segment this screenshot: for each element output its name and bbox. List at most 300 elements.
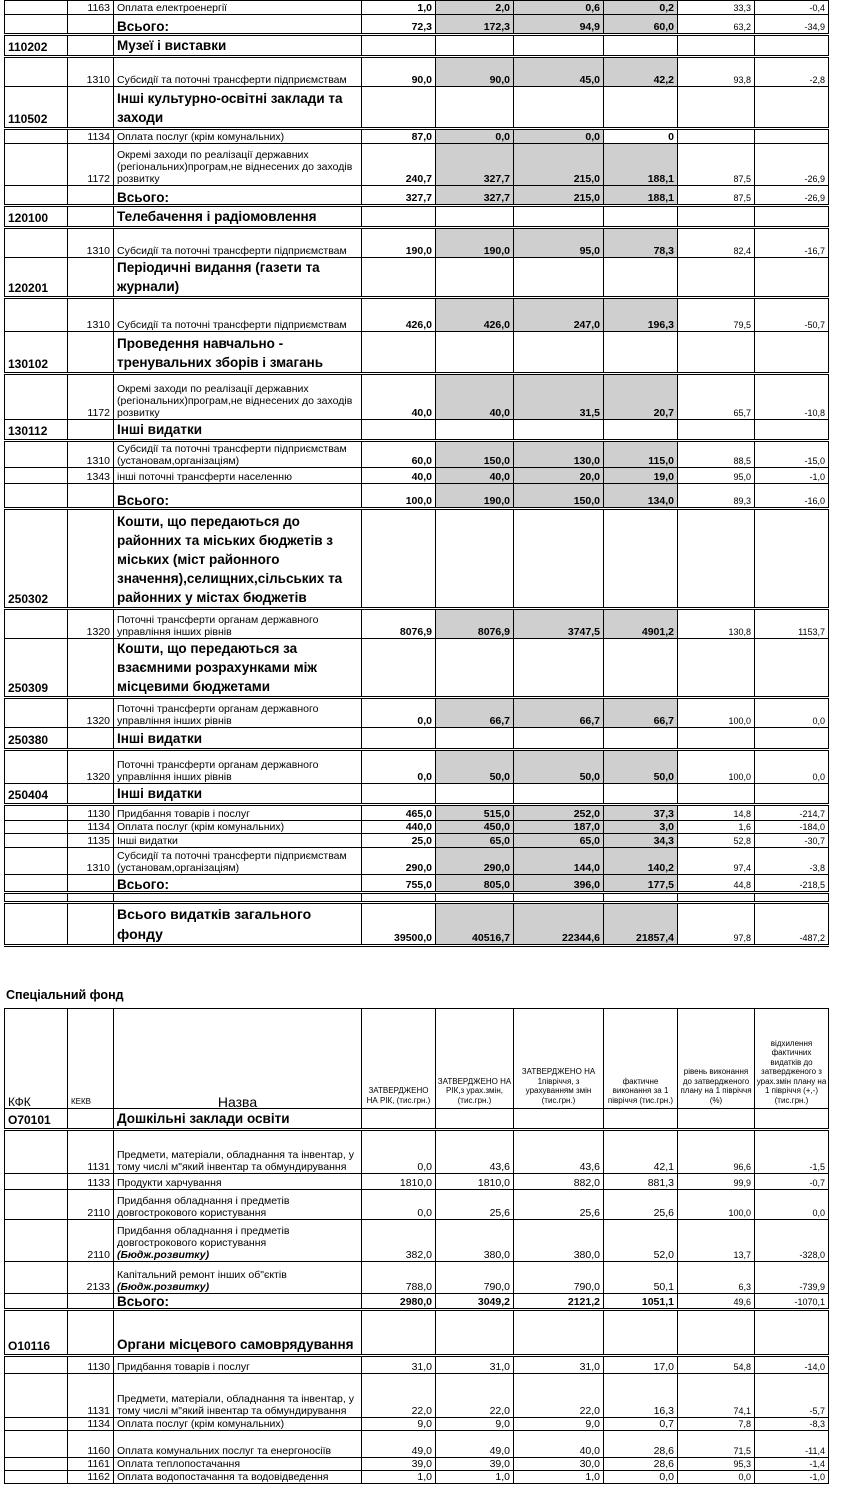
- value-cell-c5: 100,0: [678, 1190, 755, 1220]
- name-text: Окремі заходи по реалізації державних (регіональних)програм,не віднесених до заходів розвитку: [117, 383, 353, 419]
- value-cell-c5: 130,8: [678, 609, 755, 639]
- value-cell-c3: [514, 784, 604, 805]
- value-cell-c3: 215,0: [514, 186, 604, 206]
- kfk-cell: 250309: [5, 639, 68, 698]
- kfk-cell: 130112: [5, 420, 68, 441]
- value-cell-c1: 100,0: [362, 484, 436, 509]
- name-cell: [114, 258, 362, 298]
- value-cell-c1: [362, 206, 436, 228]
- table-row: [5, 1, 829, 15]
- value-cell-c5: 74,1: [678, 1374, 755, 1418]
- kfk-cell: [5, 1190, 68, 1220]
- kekv-cell: [68, 893, 114, 903]
- value-cell-c3: 95,0: [514, 228, 604, 258]
- value-cell-c3: 43,6: [514, 1130, 604, 1174]
- value-cell-c6: [755, 893, 829, 903]
- value-cell-c3: 396,0: [514, 875, 604, 893]
- name-text: Оплата комунальних послуг та енергоносіїв: [117, 1445, 332, 1457]
- table-row: [5, 129, 829, 144]
- value-cell-c3: 150,0: [514, 484, 604, 509]
- name-cell: [114, 784, 362, 805]
- name-cell: [114, 875, 362, 893]
- value-cell-c6: [755, 639, 829, 698]
- section-row: [5, 35, 829, 57]
- special-fund-title: Спеціальний фонд: [6, 988, 124, 1002]
- kekv-cell: 1135: [68, 834, 114, 848]
- kekv-cell: [68, 484, 114, 509]
- general-fund-table: [4, 0, 829, 947]
- kekv-cell: [68, 875, 114, 893]
- value-cell-c3: 25,6: [514, 1190, 604, 1220]
- value-cell-c5: 95,0: [678, 468, 755, 484]
- name-cell: [114, 1220, 362, 1262]
- value-cell-c1: 0,0: [362, 698, 436, 728]
- name-text: Всього:: [117, 493, 169, 508]
- name-text: Всього:: [117, 190, 169, 205]
- value-cell-c2: [436, 420, 514, 441]
- value-cell-c3: 31,0: [514, 1356, 604, 1374]
- total-row: [5, 15, 829, 35]
- value-cell-c5: 97,8: [678, 903, 755, 946]
- value-cell-c2: 327,7: [436, 144, 514, 186]
- name-text: Музеї і виставки: [117, 38, 227, 53]
- name-cell: [114, 848, 362, 875]
- header-approved-year: ЗАТВЕРДЖЕНО НА РІК, (тис.грн.): [362, 1009, 436, 1109]
- header-approved-year-changes: ЗАТВЕРДЖЕНО НА РІК,з урах.змін, (тис.грн.): [436, 1009, 514, 1109]
- name-cell: [114, 834, 362, 848]
- name-text: Телебачення і радіомовлення: [117, 209, 317, 224]
- name-cell: [114, 805, 362, 821]
- value-cell-c6: -26,9: [755, 144, 829, 186]
- value-cell-c3: 380,0: [514, 1220, 604, 1262]
- value-cell-c1: 90,0: [362, 57, 436, 87]
- name-cell: [114, 186, 362, 206]
- name-cell: [114, 1418, 362, 1431]
- kekv-cell: 1310: [68, 298, 114, 332]
- kfk-cell: 110202: [5, 35, 68, 57]
- value-cell-c2: 2,0: [436, 1, 514, 15]
- kekv-cell: 2133: [68, 1262, 114, 1294]
- value-cell-c1: 1,0: [362, 1471, 436, 1484]
- value-cell-c2: [436, 35, 514, 57]
- value-cell-c2: 66,7: [436, 698, 514, 728]
- value-cell-c2: [436, 1109, 514, 1130]
- value-cell-c3: 2121,2: [514, 1294, 604, 1310]
- value-cell-c3: [514, 893, 604, 903]
- value-cell-c6: [755, 87, 829, 129]
- name-text: Субсидії та поточні трансферти підприємствам: [117, 74, 347, 86]
- value-cell-c6: -1,4: [755, 1458, 829, 1471]
- value-cell-c3: 50,0: [514, 750, 604, 784]
- name-text: Інші видатки: [117, 422, 203, 437]
- section-row: [5, 332, 829, 374]
- value-cell-c6: -328,0: [755, 1220, 829, 1262]
- kekv-cell: [68, 87, 114, 129]
- kfk-cell: [5, 698, 68, 728]
- kekv-cell: [68, 35, 114, 57]
- value-cell-c1: 72,3: [362, 15, 436, 35]
- value-cell-c6: [755, 420, 829, 441]
- value-cell-c1: 60,0: [362, 441, 436, 468]
- table-row: [5, 1190, 829, 1220]
- name-text: Поточні трансферти органам державного управління інших рівнів: [117, 614, 319, 638]
- total-row: [5, 484, 829, 509]
- kfk-cell: [5, 129, 68, 144]
- kekv-cell: [68, 639, 114, 698]
- value-cell-c3: 9,0: [514, 1418, 604, 1431]
- value-cell-c3: [514, 206, 604, 228]
- name-cell: [114, 129, 362, 144]
- value-cell-c5: 88,5: [678, 441, 755, 468]
- value-cell-c6: -10,8: [755, 374, 829, 420]
- value-cell-c4: [604, 420, 678, 441]
- value-cell-c2: 450,0: [436, 821, 514, 834]
- value-cell-c5: [678, 784, 755, 805]
- value-cell-c3: 65,0: [514, 834, 604, 848]
- value-cell-c1: 9,0: [362, 1418, 436, 1431]
- value-cell-c3: 252,0: [514, 805, 604, 821]
- kfk-cell: [5, 441, 68, 468]
- value-cell-c5: 6,3: [678, 1262, 755, 1294]
- value-cell-c4: 140,2: [604, 848, 678, 875]
- value-cell-c3: 40,0: [514, 1431, 604, 1458]
- value-cell-c3: [514, 258, 604, 298]
- name-text: Інші культурно-освітні заклади та заходи: [117, 91, 343, 125]
- value-cell-c3: 130,0: [514, 441, 604, 468]
- table-row: [5, 1174, 829, 1190]
- value-cell-c5: 97,4: [678, 848, 755, 875]
- kfk-cell: 130102: [5, 332, 68, 374]
- value-cell-c2: 172,3: [436, 15, 514, 35]
- name-text: Оплата послуг (крім комунальних): [117, 1418, 285, 1430]
- value-cell-c4: 52,0: [604, 1220, 678, 1262]
- kfk-cell: [5, 1471, 68, 1484]
- value-cell-c5: 79,5: [678, 298, 755, 332]
- value-cell-c4: 37,3: [604, 805, 678, 821]
- value-cell-c5: [678, 206, 755, 228]
- kfk-cell: [5, 484, 68, 509]
- value-cell-c2: 90,0: [436, 57, 514, 87]
- table-row: [5, 1356, 829, 1374]
- name-cell: [114, 1174, 362, 1190]
- value-cell-c4: 115,0: [604, 441, 678, 468]
- value-cell-c2: 790,0: [436, 1262, 514, 1294]
- kfk-cell: [5, 848, 68, 875]
- kfk-cell: 120201: [5, 258, 68, 298]
- name-cell: [114, 144, 362, 186]
- value-cell-c3: [514, 1310, 604, 1356]
- name-cell: [114, 1310, 362, 1356]
- name-note: (Бюдж.розвитку): [117, 1249, 210, 1261]
- name-text: Інші видатки: [117, 786, 203, 801]
- value-cell-c3: [514, 509, 604, 609]
- kfk-cell: 250404: [5, 784, 68, 805]
- value-cell-c4: 0,2: [604, 1, 678, 15]
- value-cell-c5: [678, 509, 755, 609]
- value-cell-c5: 0,0: [678, 1471, 755, 1484]
- kfk-cell: [5, 893, 68, 903]
- name-text: Капітальний ремонт інших об"єктів: [117, 1269, 287, 1281]
- name-text: Поточні трансферти органам державного управління інших рівнів: [117, 759, 319, 783]
- kekv-cell: 1320: [68, 750, 114, 784]
- value-cell-c2: [436, 332, 514, 374]
- value-cell-c3: [514, 87, 604, 129]
- name-cell: [114, 903, 362, 946]
- value-cell-c1: 788,0: [362, 1262, 436, 1294]
- name-text: Субсидії та поточні трансферти підприємствам: [117, 319, 347, 331]
- kekv-cell: 1160: [68, 1431, 114, 1458]
- value-cell-c1: 465,0: [362, 805, 436, 821]
- name-text: Всього:: [117, 1294, 169, 1309]
- value-cell-c5: [678, 1310, 755, 1356]
- kekv-cell: 2110: [68, 1190, 114, 1220]
- value-cell-c4: 17,0: [604, 1356, 678, 1374]
- kfk-cell: [5, 228, 68, 258]
- value-cell-c1: [362, 35, 436, 57]
- table-row: [5, 374, 829, 420]
- value-cell-c4: 66,7: [604, 698, 678, 728]
- total-row: [5, 186, 829, 206]
- header-name: Назва: [114, 1009, 362, 1109]
- value-cell-c4: [604, 206, 678, 228]
- table-row: [5, 1458, 829, 1471]
- table-row: [5, 698, 829, 728]
- section-row: [5, 509, 829, 609]
- value-cell-c6: -50,7: [755, 298, 829, 332]
- value-cell-c2: 805,0: [436, 875, 514, 893]
- kfk-cell: [5, 821, 68, 834]
- value-cell-c5: 1,6: [678, 821, 755, 834]
- total-row: [5, 875, 829, 893]
- value-cell-c2: 426,0: [436, 298, 514, 332]
- value-cell-c1: 382,0: [362, 1220, 436, 1262]
- value-cell-c1: 25,0: [362, 834, 436, 848]
- value-cell-c6: [755, 509, 829, 609]
- special-fund-table: [4, 1008, 829, 1484]
- name-text: Оплата послуг (крім комунальних): [117, 131, 285, 143]
- name-cell: [114, 35, 362, 57]
- value-cell-c3: 187,0: [514, 821, 604, 834]
- section-row: [5, 258, 829, 298]
- value-cell-c2: 65,0: [436, 834, 514, 848]
- value-cell-c3: 215,0: [514, 144, 604, 186]
- name-text: Оплата послуг (крім комунальних): [117, 821, 285, 833]
- name-cell: [114, 728, 362, 750]
- kfk-cell: [5, 15, 68, 35]
- value-cell-c4: [604, 639, 678, 698]
- value-cell-c6: [755, 1109, 829, 1130]
- name-cell: [114, 420, 362, 441]
- section-row: [5, 420, 829, 441]
- value-cell-c5: 89,3: [678, 484, 755, 509]
- name-cell: [114, 1431, 362, 1458]
- header-execution-level: рівень виконання до затвердженого плану на 1 півріччя (%): [678, 1009, 755, 1109]
- value-cell-c5: [678, 728, 755, 750]
- value-cell-c4: 188,1: [604, 144, 678, 186]
- section-row: [5, 728, 829, 750]
- table-row: [5, 1374, 829, 1418]
- kekv-cell: [68, 1109, 114, 1130]
- value-cell-c3: 3747,5: [514, 609, 604, 639]
- kfk-cell: [5, 1294, 68, 1310]
- value-cell-c5: 7,8: [678, 1418, 755, 1431]
- value-cell-c3: 45,0: [514, 57, 604, 87]
- value-cell-c6: -1,0: [755, 468, 829, 484]
- value-cell-c4: 20,7: [604, 374, 678, 420]
- name-text: Всього:: [117, 19, 169, 34]
- kfk-cell: [5, 374, 68, 420]
- value-cell-c4: 25,6: [604, 1190, 678, 1220]
- value-cell-c3: [514, 35, 604, 57]
- total-row: [5, 903, 829, 946]
- value-cell-c2: 43,6: [436, 1130, 514, 1174]
- value-cell-c4: [604, 1109, 678, 1130]
- name-text: Предмети, матеріали, обладнання та інвентар, у тому числі м"який інвентар та обмундирування: [117, 1149, 354, 1173]
- value-cell-c1: [362, 420, 436, 441]
- table-row: [5, 1130, 829, 1174]
- value-cell-c4: 34,3: [604, 834, 678, 848]
- kekv-cell: 1320: [68, 698, 114, 728]
- value-cell-c6: -14,0: [755, 1356, 829, 1374]
- kfk-cell: 110502: [5, 87, 68, 129]
- value-cell-c3: 22,0: [514, 1374, 604, 1418]
- value-cell-c3: 31,5: [514, 374, 604, 420]
- value-cell-c4: [604, 258, 678, 298]
- name-cell: [114, 57, 362, 87]
- value-cell-c6: 0,0: [755, 750, 829, 784]
- value-cell-c2: 9,0: [436, 1418, 514, 1431]
- name-cell: [114, 468, 362, 484]
- value-cell-c1: 40,0: [362, 468, 436, 484]
- value-cell-c6: -26,9: [755, 186, 829, 206]
- name-text: Кошти, що передаються до районних та міських бюджетів з міських (міст районного значення),селищних,сільських та районних у містах бюджетів: [117, 514, 343, 605]
- value-cell-c1: 87,0: [362, 129, 436, 144]
- kfk-cell: [5, 1174, 68, 1190]
- value-cell-c1: 0,0: [362, 1190, 436, 1220]
- name-cell: [114, 639, 362, 698]
- name-cell: [114, 332, 362, 374]
- value-cell-c3: 247,0: [514, 298, 604, 332]
- value-cell-c3: [514, 728, 604, 750]
- value-cell-c4: 0,7: [604, 1418, 678, 1431]
- table-row: [5, 1471, 829, 1484]
- kfk-cell: [5, 186, 68, 206]
- value-cell-c6: 1153,7: [755, 609, 829, 639]
- table-row: [5, 609, 829, 639]
- name-cell: [114, 1356, 362, 1374]
- value-cell-c2: [436, 893, 514, 903]
- value-cell-c1: 39,0: [362, 1458, 436, 1471]
- name-text: Придбання товарів і послуг: [117, 808, 250, 820]
- kfk-cell: [5, 1220, 68, 1262]
- value-cell-c4: 881,3: [604, 1174, 678, 1190]
- value-cell-c1: 22,0: [362, 1374, 436, 1418]
- value-cell-c6: 0,0: [755, 1190, 829, 1220]
- section-row: [5, 206, 829, 228]
- value-cell-c2: 8076,9: [436, 609, 514, 639]
- kekv-cell: [68, 206, 114, 228]
- kekv-cell: 1163: [68, 1, 114, 15]
- value-cell-c1: 31,0: [362, 1356, 436, 1374]
- value-cell-c5: 63,2: [678, 15, 755, 35]
- kekv-cell: 1131: [68, 1374, 114, 1418]
- value-cell-c4: [604, 1310, 678, 1356]
- value-cell-c5: 99,9: [678, 1174, 755, 1190]
- value-cell-c2: 25,6: [436, 1190, 514, 1220]
- header-kekv: КЕКВ: [68, 1009, 114, 1109]
- value-cell-c2: 39,0: [436, 1458, 514, 1471]
- value-cell-c3: 882,0: [514, 1174, 604, 1190]
- name-cell: [114, 1109, 362, 1130]
- value-cell-c1: [362, 332, 436, 374]
- name-cell: [114, 228, 362, 258]
- name-cell: [114, 15, 362, 35]
- value-cell-c3: 0,0: [514, 129, 604, 144]
- name-cell: [114, 609, 362, 639]
- table-row: [5, 1262, 829, 1294]
- kekv-cell: 1310: [68, 848, 114, 875]
- value-cell-c2: [436, 258, 514, 298]
- name-cell: [114, 206, 362, 228]
- kekv-cell: 1172: [68, 374, 114, 420]
- kfk-cell: [5, 1458, 68, 1471]
- value-cell-c2: 40,0: [436, 468, 514, 484]
- value-cell-c5: 13,7: [678, 1220, 755, 1262]
- value-cell-c6: -214,7: [755, 805, 829, 821]
- value-cell-c6: -11,4: [755, 1431, 829, 1458]
- value-cell-c5: 44,8: [678, 875, 755, 893]
- value-cell-c6: [755, 1310, 829, 1356]
- value-cell-c1: [362, 509, 436, 609]
- special-fund-header-row: [5, 1009, 829, 1109]
- value-cell-c6: -15,0: [755, 441, 829, 468]
- name-text: Органи місцевого самоврядування: [117, 1337, 354, 1352]
- kfk-cell: О10116: [5, 1310, 68, 1356]
- kekv-cell: 2110: [68, 1220, 114, 1262]
- table-row: [5, 805, 829, 821]
- name-cell: [114, 1190, 362, 1220]
- value-cell-c6: -739,9: [755, 1262, 829, 1294]
- value-cell-c1: 40,0: [362, 374, 436, 420]
- value-cell-c2: 22,0: [436, 1374, 514, 1418]
- table-row: [5, 1220, 829, 1262]
- name-text: Оплата теплопостачання: [117, 1458, 241, 1470]
- header-actual-halfyear: фактичне виконання за 1 півріччя (тис.грн.): [604, 1009, 678, 1109]
- name-text: Продукти харчування: [117, 1177, 222, 1189]
- name-text: Предмети, матеріали, обладнання та інвентар, у тому числі м"який інвентар та обмундирування: [117, 1393, 354, 1417]
- value-cell-c6: -34,9: [755, 15, 829, 35]
- table-row: [5, 848, 829, 875]
- name-cell: [114, 87, 362, 129]
- name-text: Інші видатки: [117, 835, 178, 847]
- value-cell-c4: 16,3: [604, 1374, 678, 1418]
- kekv-cell: 1130: [68, 805, 114, 821]
- kekv-cell: [68, 509, 114, 609]
- value-cell-c6: -8,3: [755, 1418, 829, 1431]
- total-row: [5, 1294, 829, 1310]
- table-row: [5, 821, 829, 834]
- value-cell-c6: [755, 35, 829, 57]
- value-cell-c5: 14,8: [678, 805, 755, 821]
- kekv-cell: [68, 1294, 114, 1310]
- value-cell-c3: [514, 639, 604, 698]
- name-cell: [114, 441, 362, 468]
- name-text: Періодичні видання (газети та журнали): [117, 260, 320, 294]
- value-cell-c5: 100,0: [678, 750, 755, 784]
- kfk-cell: [5, 1431, 68, 1458]
- value-cell-c6: -184,0: [755, 821, 829, 834]
- kekv-cell: 1161: [68, 1458, 114, 1471]
